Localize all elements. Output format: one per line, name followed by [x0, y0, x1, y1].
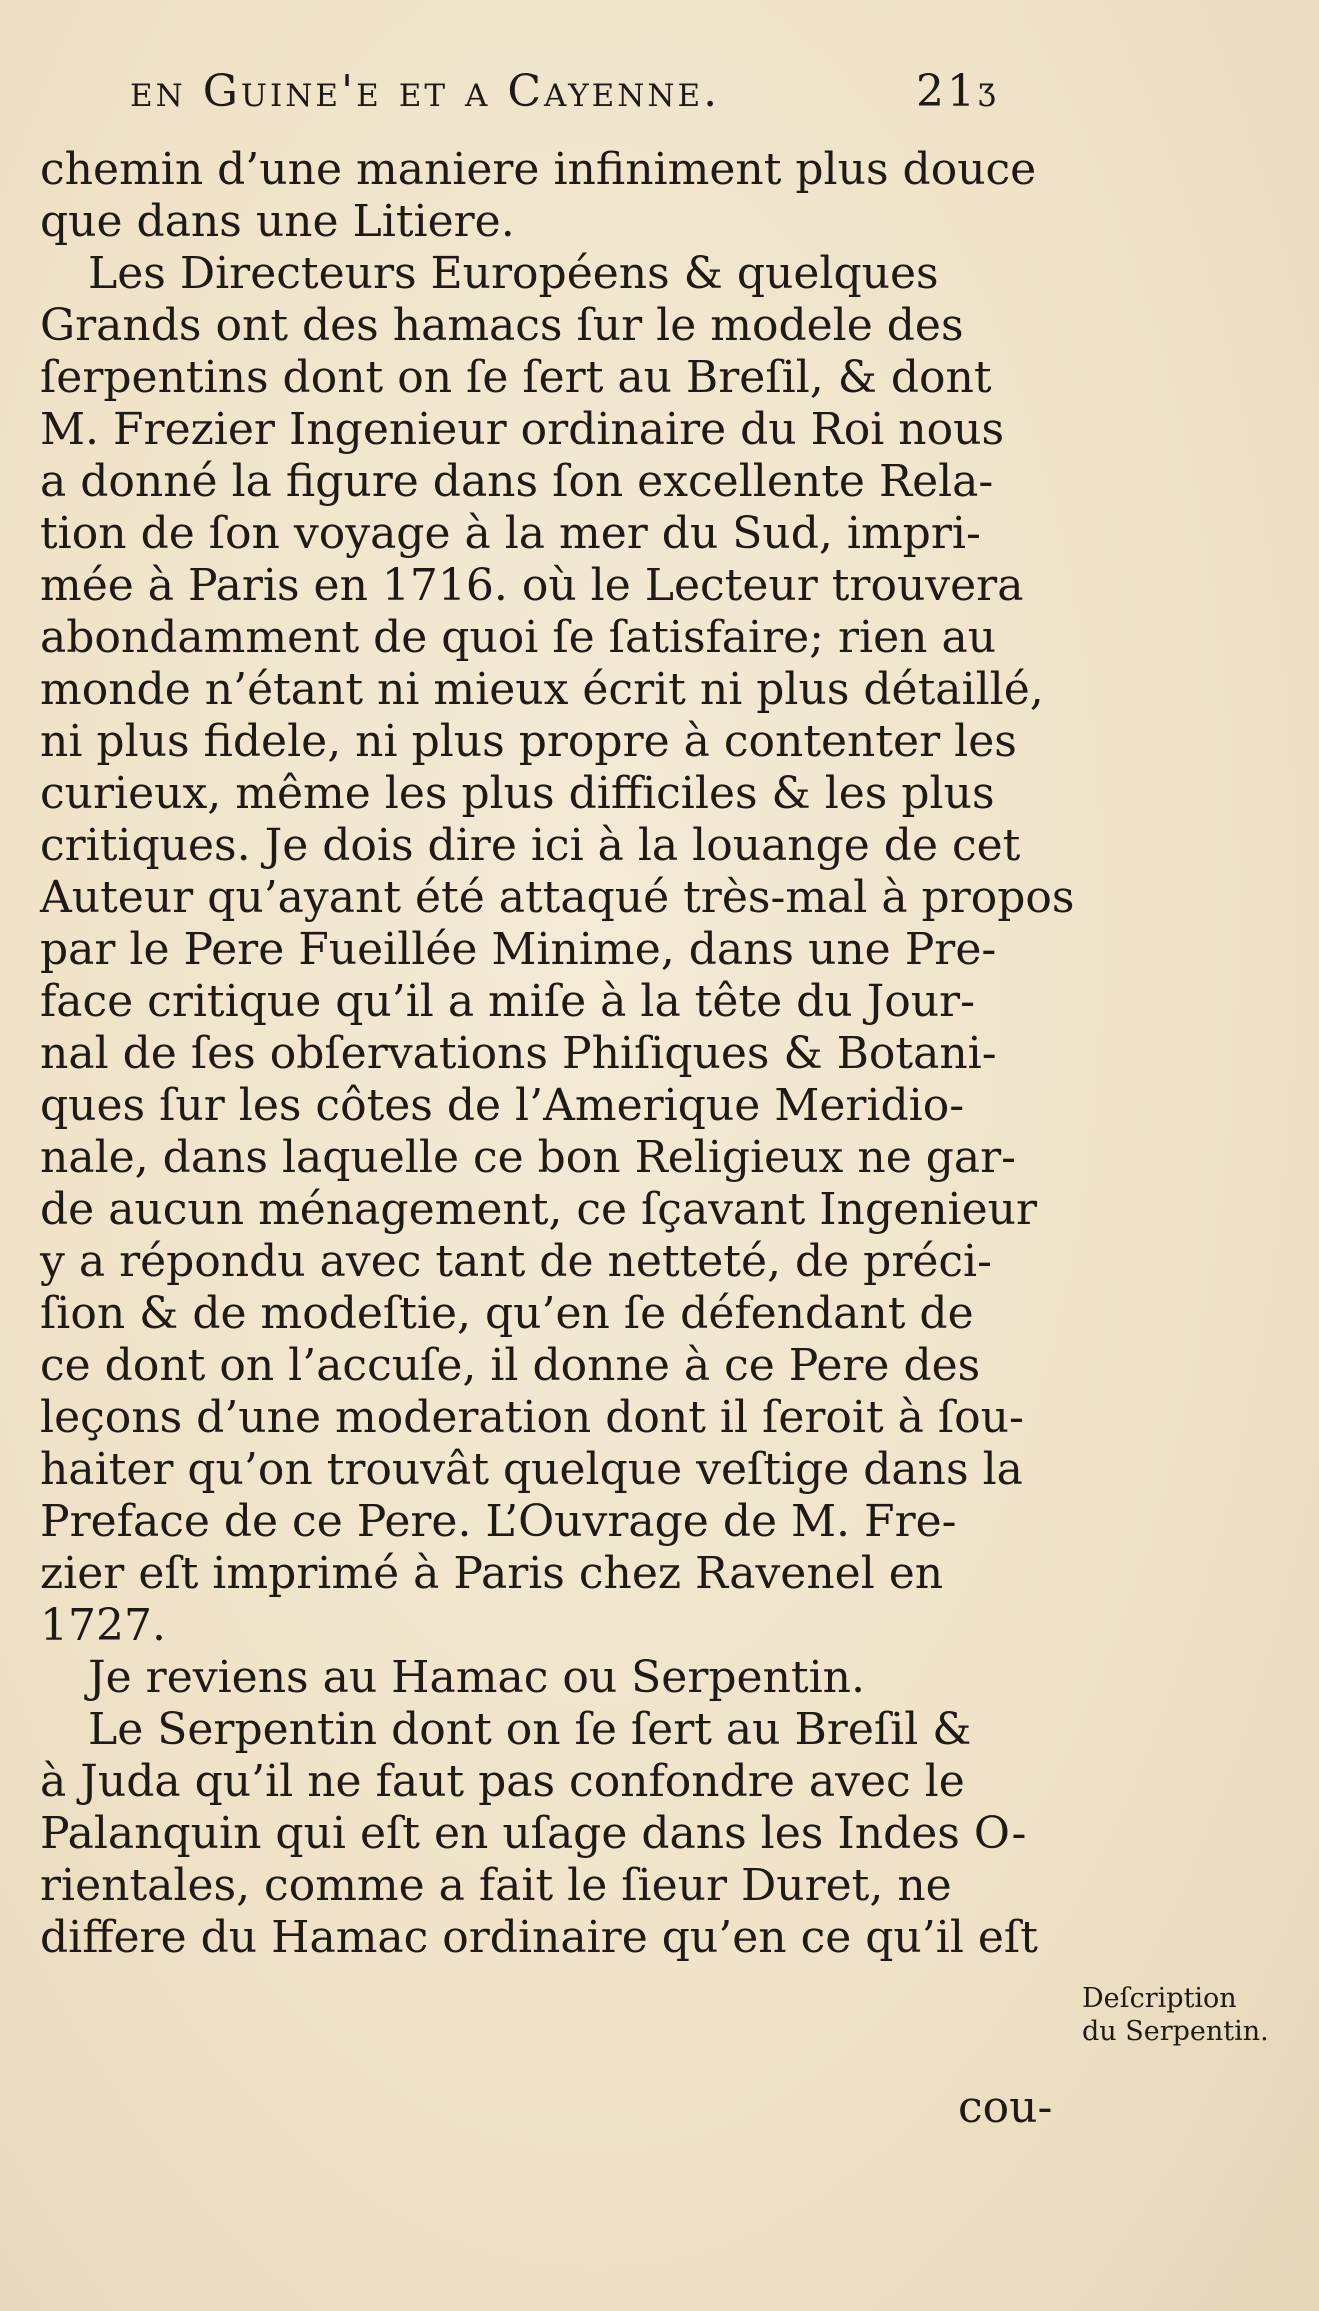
text-line: 1727. — [40, 1600, 166, 1651]
text-line: Je reviens au Hamac ou Serpentin. — [88, 1652, 866, 1703]
text-line: leçons d’une moderation dont il ſeroit à ſou- — [40, 1392, 1024, 1443]
text-line: critiques. Je dois dire ici à la louange de cet — [40, 820, 1021, 871]
text-line: differe du Hamac ordinaire qu’en ce qu’il eſt — [40, 1912, 1038, 1963]
text-line: mée à Paris en 1716. où le Lecteur trouvera — [40, 560, 1024, 611]
page-number: 21ʒ — [916, 66, 999, 117]
text-line: Grands ont des hamacs ſur le modele des — [40, 300, 964, 351]
text-line: curieux, même les plus difficiles & les plus — [40, 768, 995, 819]
marginal-note — [1082, 1982, 1302, 2048]
text-line: zier eſt imprimé à Paris chez Ravenel en — [40, 1548, 944, 1599]
text-line: abondamment de quoi ſe ſatisfaire; rien au — [40, 612, 997, 663]
text-line: nal de ſes obſervations Phiſiques & Botani- — [40, 1028, 997, 1079]
text-line: ce dont on l’accuſe, il donne à ce Pere des — [40, 1340, 981, 1391]
running-title: en Guine'e et a Cayenne. — [130, 66, 721, 117]
text-line: haiter qu’on trouvât quelque veſtige dans la — [40, 1444, 1023, 1495]
text-line: ſion & de modeſtie, qu’en ſe défendant de — [40, 1288, 974, 1339]
text-line: face critique qu’il a miſe à la tête du Jour- — [40, 976, 975, 1027]
text-line: que dans une Litiere. — [40, 196, 515, 247]
text-line: monde n’étant ni mieux écrit ni plus détaillé, — [40, 664, 1044, 715]
text-line: Le Serpentin dont on ſe ſert au Breſil & — [88, 1704, 972, 1755]
text-line: nale, dans laquelle ce bon Religieux ne gar- — [40, 1132, 1017, 1183]
text-line: a donné la figure dans ſon excellente Rela- — [40, 456, 994, 507]
marginal-note-line: du Serpentin. — [1082, 2016, 1269, 2047]
text-line: Auteur qu’ayant été attaqué très-mal à propos — [40, 872, 1075, 923]
text-line: ni plus fidele, ni plus propre à contenter les — [40, 716, 1017, 767]
text-line: rientales, comme a fait le ſieur Duret, ne — [40, 1860, 952, 1911]
text-line: à Juda qu’il ne faut pas confondre avec le — [40, 1756, 965, 1807]
text-line: Preface de ce Pere. L’Ouvrage de M. Fre- — [40, 1496, 957, 1547]
text-line: y a répondu avec tant de netteté, de préci- — [40, 1236, 992, 1287]
text-line: M. Frezier Ingenieur ordinaire du Roi nous — [40, 404, 1005, 455]
text-line: chemin d’une maniere infiniment plus douce — [40, 144, 1037, 195]
text-line: tion de ſon voyage à la mer du Sud, impri- — [40, 508, 981, 559]
text-line: de aucun ménagement, ce ſçavant Ingenieur — [40, 1184, 1038, 1235]
text-line: Les Directeurs Européens & quelques — [88, 248, 939, 299]
catchword: cou- — [958, 2082, 1053, 2133]
text-line: ſerpentins dont on ſe ſert au Breſil, & dont — [40, 352, 992, 403]
text-line: par le Pere Fueillée Minime, dans une Pre- — [40, 924, 997, 975]
text-line: ques ſur les côtes de l’Amerique Meridio- — [40, 1080, 965, 1131]
marginal-note-line: Deſcription — [1082, 1983, 1237, 2014]
page-header — [130, 60, 1030, 130]
text-line: Palanquin qui eſt en uſage dans les Indes O- — [40, 1808, 1027, 1859]
